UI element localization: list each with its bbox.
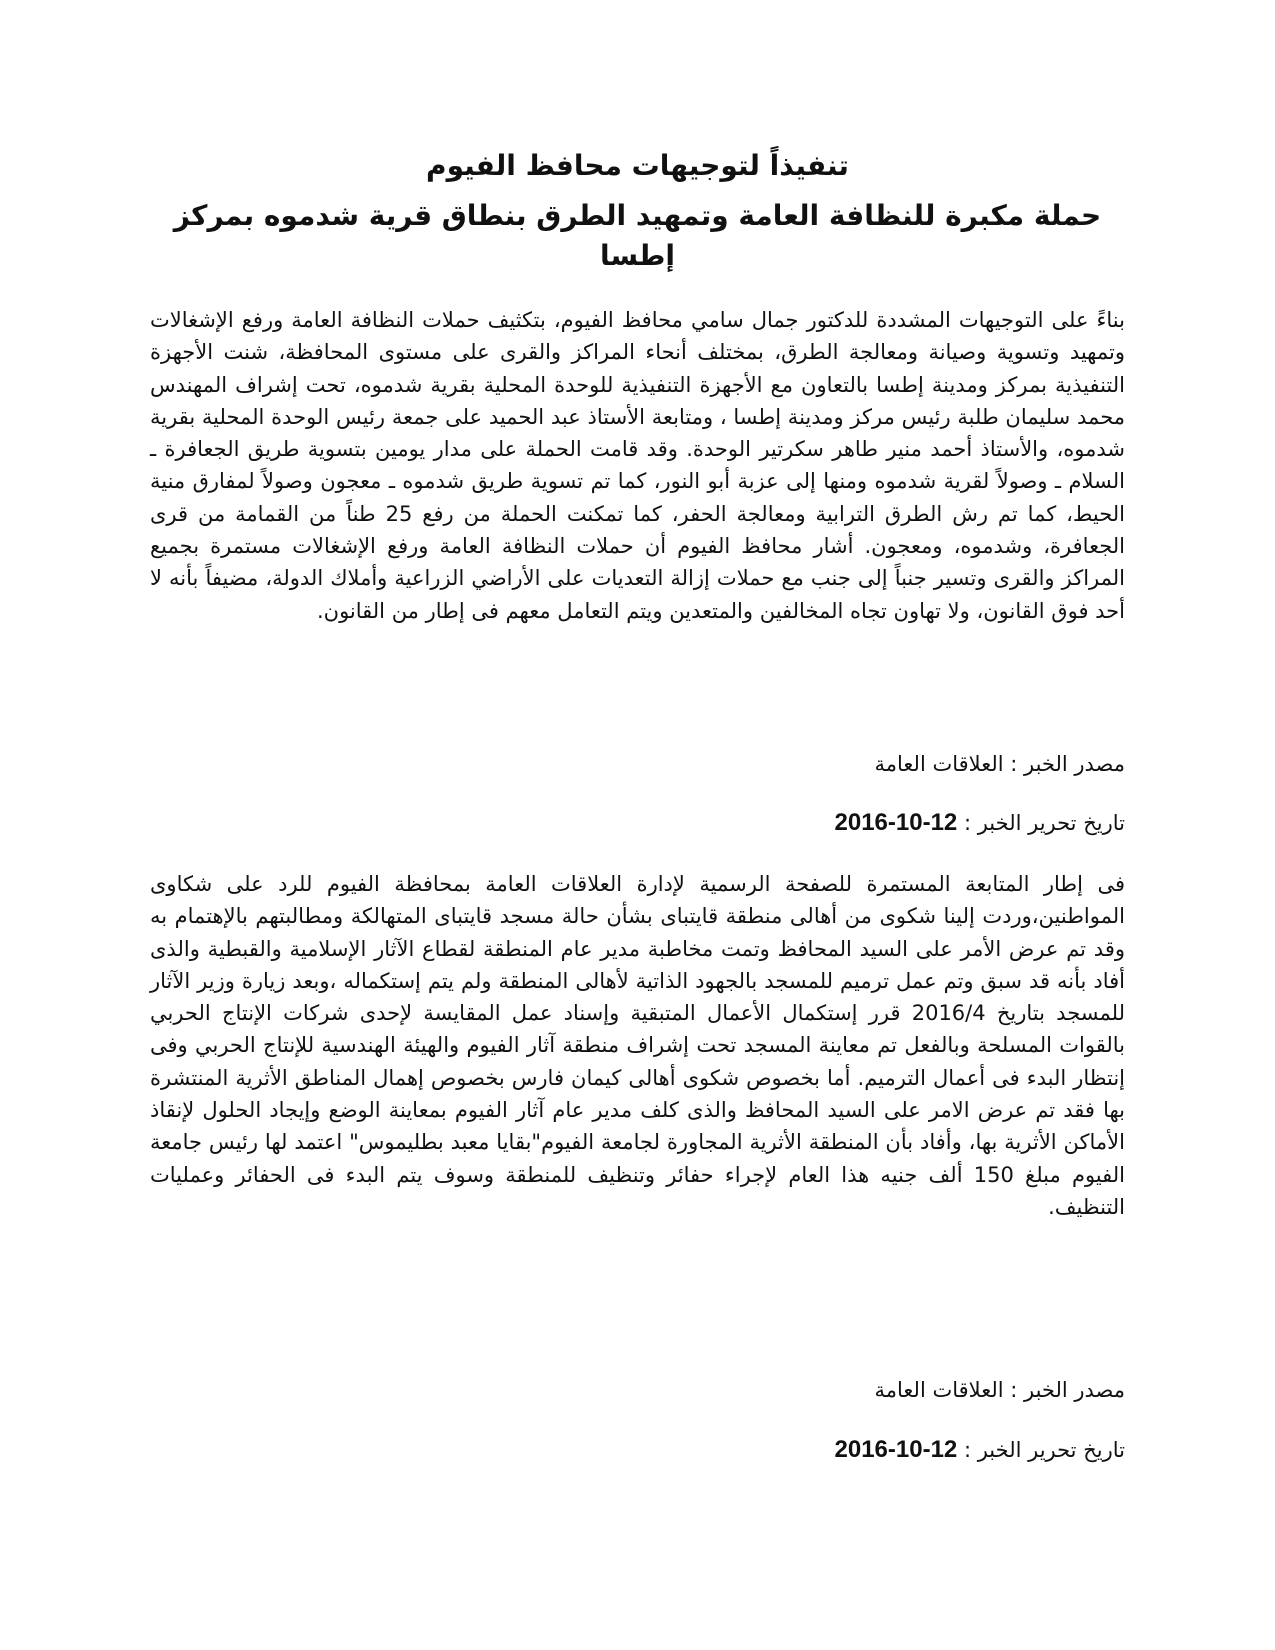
article-1-source (150, 749, 1125, 779)
article-1-date-label: تاريخ تحرير الخبر : (963, 811, 1125, 835)
article-2-source (150, 1375, 1125, 1405)
article-2-date (150, 1435, 1125, 1465)
article-1-source-label: مصدر الخبر : العلاقات العامة (874, 752, 1125, 776)
document-title-line-2: حملة مكبرة للنظافة العامة وتمهيد الطرق بنطاق قرية شدموه بمركز إطسا (173, 199, 1102, 272)
article-2-source-label: مصدر الخبر : العلاقات العامة (874, 1378, 1125, 1402)
article-1-date (150, 808, 1125, 838)
article-1-body: بناءً على التوجيهات المشددة للدكتور جمال سامي محافظ الفيوم، بتكثيف حملات النظافة العامة ورفع الإشغالات وتمهيد وتسوية وصيانة ومعالجة الطرق، بمختلف أنحاء المراكز والقرى على مستوى المحافظة، شنت الأجهزة التنفيذية بمركز ومدينة إطسا بالتعاون مع الأجهزة التنفيذية للوحدة المحلية بقرية شدموه، تحت إشراف المهندس محمد سليمان طلبة رئيس مركز ومدينة إطسا ، ومتابعة الأستاذ عبد الحميد على جمعة رئيس الوحدة المحلية بقرية شدموه، والأستاذ أحمد منير طاهر سكرتير الوحدة. وقد قامت الحملة على مدار يومين بتسوية طريق الجعافرة ـ السلام ـ وصولاً لقرية شدموه ومنها إلى عزبة أبو النور، كما تم تسوية طريق شدموه ـ معجون وصولاً لمفارق منية الحيط، كما تم رش الطرق الترابية ومعالجة الحفر، كما تمكنت الحملة من رفع 25 طناً من القمامة من قرى الجعافرة، وشدموه، ومعجون. أشار محافظ الفيوم أن حملات النظافة العامة ورفع الإشغالات مستمرة بجميع المراكز والقرى وتسير جنباً إلى جنب مع حملات إزالة التعديات على الأراضي الزراعية وأملاك الدولة، مضيفاً بأنه لا أحد فوق القانون، ولا تهاون تجاه المخالفين والمتعدين ويتم التعامل معهم فى إطار من القانون. (150, 308, 1125, 623)
article-2-body: فى إطار المتابعة المستمرة للصفحة الرسمية لإدارة العلاقات العامة بمحافظة الفيوم للرد على شكاوى المواطنين،وردت إلينا شكوى من أهالى منطقة قايتباى بشأن حالة مسجد قايتباى المتهالكة ومطالبتهم بالإهتمام به وقد تم عرض الأمر على السيد المحافظ وتمت مخاطبة مدير عام المنطقة لقطاع الآثار الإسلامية والقبطية والذى أفاد بأنه قد سبق وتم عمل ترميم للمسجد بالجهود الذاتية لأهالى المنطقة ولم يتم إستكماله ،وبعد زيارة وزير الآثار للمسجد بتاريخ 2016/4 قرر إستكمال الأعمال المتبقية وإسناد عمل المقايسة لإحدى شركات الإنتاج الحربي بالقوات المسلحة وبالفعل تم معاينة المسجد تحت إشراف منطقة آثار الفيوم والهيئة الهندسية للإنتاج الحربي وفى إنتظار البدء فى أعمال الترميم. أما بخصوص شكوى أهالى كيمان فارس بخصوص إهمال المناطق الأثرية المنتشرة بها فقد تم عرض الامر على السيد المحافظ والذى كلف مدير عام آثار الفيوم بمعاينة الوضع وإيجاد الحلول لإنقاذ الأماكن الأثرية بها، وأفاد بأن المنطقة الأثرية المجاورة لجامعة الفيوم"بقايا معبد بطليموس" اعتمد لها رئيس جامعة الفيوم مبلغ 150 ألف جنيه هذا العام لإجراء حفائر وتنظيف للمنطقة وسوف يتم البدء فى الحفائر وعمليات التنظيف. (150, 872, 1125, 1219)
article-1-date-value: 2016-10-12 (834, 809, 958, 836)
article-2-date-value: 2016-10-12 (834, 1436, 958, 1463)
document-title-line-1: تنفيذاً لتوجيهات محافظ الفيوم (426, 149, 849, 182)
article-2-date-label: تاريخ تحرير الخبر : (963, 1438, 1125, 1462)
